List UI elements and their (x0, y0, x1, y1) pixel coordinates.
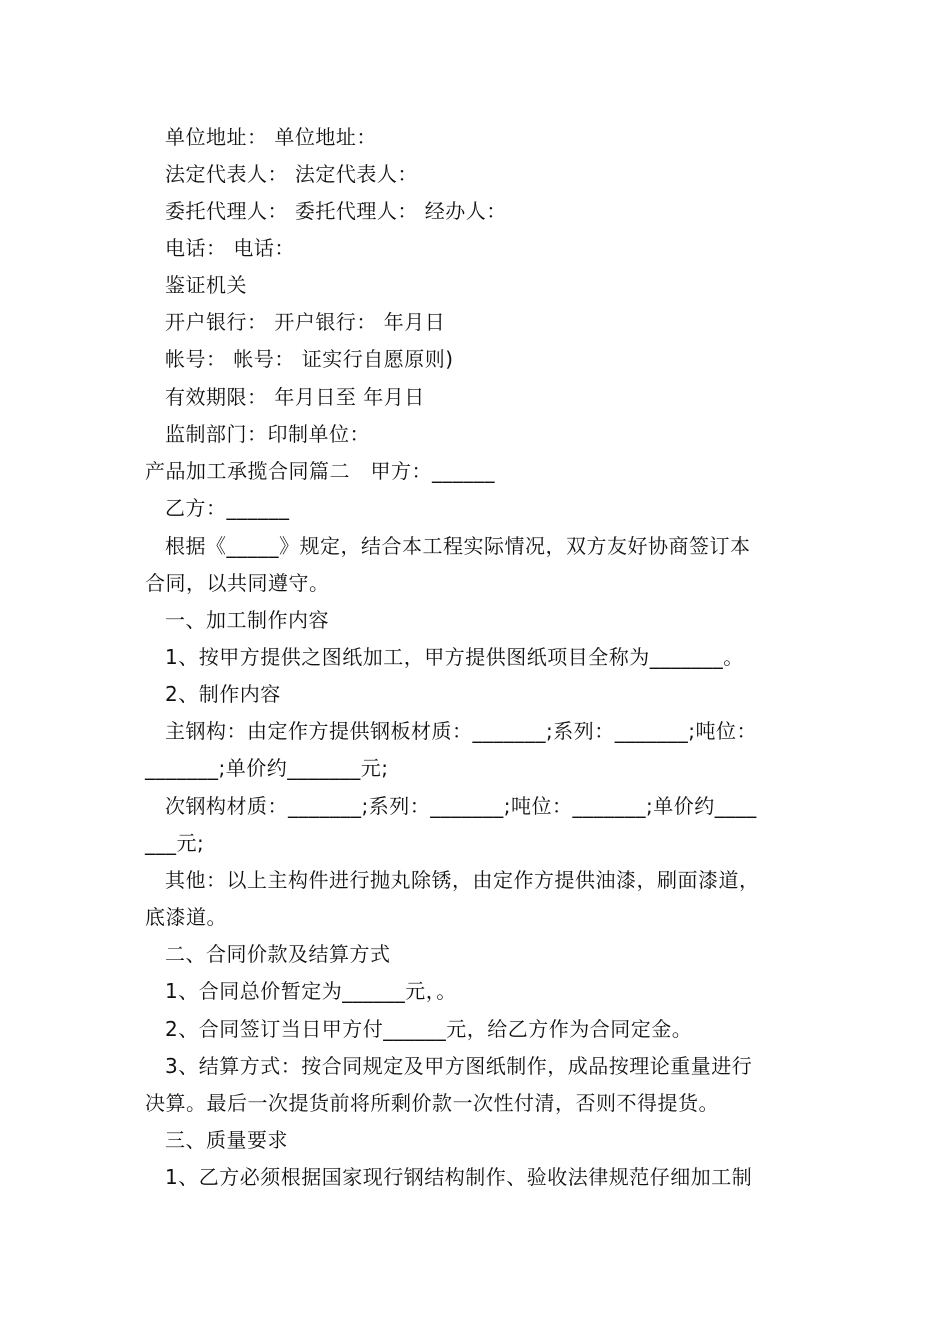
text-line: 主钢构：由定作方提供钢板材质：_______;系列：_______;吨位： (165, 719, 757, 743)
text-line: 决算。最后一次提货前将所剩价款一次性付清，否则不得提货。 (145, 1091, 719, 1115)
text-line: 合同，以共同遵守。 (145, 571, 330, 595)
text-line: 帐号： 帐号： 证实行自愿原则) (165, 347, 454, 371)
heading-line: 二、合同价款及结算方式 (165, 942, 391, 966)
text-line: 根据《_____》规定，结合本工程实际情况，双方友好协商签订本 (165, 534, 751, 558)
text-line: 有效期限： 年月日至 年月日 (165, 385, 425, 409)
text-line: 1、按甲方提供之图纸加工，甲方提供图纸项目全称为_______。 (165, 645, 744, 669)
heading-line: 三、质量要求 (165, 1128, 288, 1152)
text-line: 鉴证机关 (165, 273, 247, 297)
text-line: 开户银行： 开户银行： 年月日 (165, 310, 446, 334)
text-line: 次钢构材质：_______;系列：_______;吨位：_______;单价约____ (165, 794, 757, 818)
text-line: 其他：以上主构件进行抛丸除锈，由定作方提供油漆，刷面漆道， (165, 868, 760, 892)
text-line: 监制部门：印制单位： (165, 422, 370, 446)
text-line: 2、制作内容 (165, 682, 281, 706)
text-line: 单位地址： 单位地址： (165, 125, 377, 149)
text-line: 电话： 电话： (165, 236, 295, 260)
text-line: 3、结算方式：按合同规定及甲方图纸制作，成品按理论重量进行 (165, 1054, 753, 1078)
text-line: _______;单价约_______元; (145, 756, 389, 780)
heading-line: 一、加工制作内容 (165, 608, 329, 632)
text-line: 委托代理人： 委托代理人： 经办人： (165, 199, 507, 223)
text-line: 1、乙方必须根据国家现行钢结构制作、验收法律规范仔细加工制 (165, 1165, 753, 1189)
text-line: ___元; (145, 831, 205, 855)
text-line: 底漆道。 (145, 905, 227, 929)
text-line: 1、合同总价暂定为______元，。 (165, 979, 457, 1003)
text-line: 乙方：______ (165, 496, 290, 520)
text-line: 2、合同签订当日甲方付______元，给乙方作为合同定金。 (165, 1017, 693, 1041)
text-line: 法定代表人： 法定代表人： (165, 162, 418, 186)
section-title-line: 产品加工承揽合同篇二 甲方：______ (145, 459, 495, 483)
